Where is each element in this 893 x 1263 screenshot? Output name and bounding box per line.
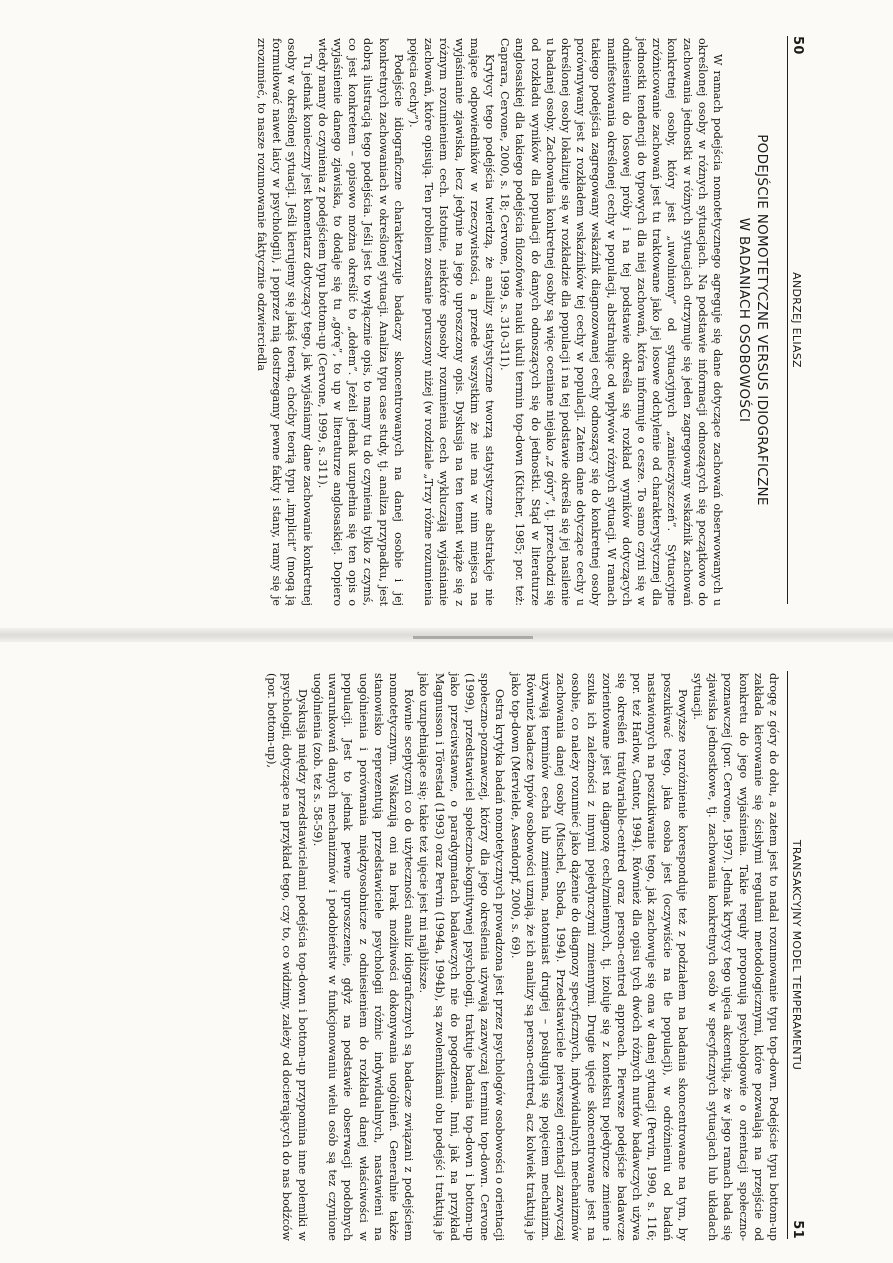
paragraph: Dyskusja między przedstawicielami podejścia top-down i bottom-up przypomina inne polemiki w psychologii, dotyczące na przykład tego, czy to, co widzimy, zależy od docierających do nas bodźców (por. bottom-up), [265,673,309,1241]
right-body-text [264,673,781,1241]
paragraph: Krytycy tego podejścia twierdzą, że analizy statystyczne tworzą statystyczne abstrakcje nie mające odpowiedników w rzeczywistości, a przede wszystkim że nie ma w nim miejsca na wyjaśnianie zjawiska, lecz jedynie na jego uproszczony opis. Dyskusja na ten temat wiąże się z różnym rozumieniem cech. Istotnie, niektóre sposoby rozumienia cech wykluczają wyjaśnianie zachowań, które opisują. Ten problem zostanie poruszony niżej (w rozdziale „Trzy różne rozumienia pojęcia cechy”). [406,38,496,606]
chapter-title [735,40,771,600]
right-running-head [787,671,805,1239]
chapter-title-line1: PODEJŚCIE NOMOTETYCZNE VERSUS IDIOGRAFICZNE [754,134,770,506]
section-header: TRANSAKCYJNY MODEL TEMPERAMENTU [790,839,803,1071]
chapter-title-line2: W BADANIACH OSOBOWOŚCI [736,217,752,423]
paragraph: drogę z góry do dołu, a zatem jest to nadal rozumowanie typu top-down. Podejście typu bottom-up zakłada kierowanie się ścisłymi regułami metodologicznymi, które pozwalają na przejście od konkretu do jego wyjaśnienia. Takie reguły proponują psychologowie o orientacji społeczno-poznawczej (por. Cervone, 1997). Jednak krytycy tego ujęcia akcentują, że w jego ramach bada się zjawiska jednostkowe, tj. zachowania konkretnych osób w specyficznych sytuacjach lub układach sytuacji. [690,673,780,1241]
book-gutter [0,628,893,642]
paragraph: Ostra krytyka badań nomotetycznych prowadzona jest przez psychologów osobowości o orientacji społeczno-poznawczej, którzy dla jego określenia używają zazwyczaj terminu top-down. Cervone (1999), przedstawiciel społeczno-kognitywnej psychologii, traktuje badania top-down i bottom-up jako przeciwstawne, o paradygmatach badawczych nie do pogodzenia. Inni, jak na przykład Magnusson i Törestad (1993) oraz Pervin (1994a, 1994b), są zwolennikami obu podejść i traktują je jako uzupełniające się; takie też ujęcie jest mi najbliższe. [417,673,507,1241]
page-number-left: 50 [790,36,805,55]
paragraph: Tu jednak konieczny jest komentarz dotyczący tego, jak wyjaśniamy dane zachowanie konkretnej osoby w określonej sytuacji. Jeśli kierujemy się jakąś teorią, choćby teorią typu „implicit” (mogą ją formułować nawet laicy w psychologii), i poprzez nią dostrzegamy pewne fakty i stany, ramy się je zrozumieć, to nasze rozumowanie faktycznie odzwierciedla [254,38,314,606]
paragraph: Powyższe rozróżnienie koresponduje też z podziałem na badania skoncentrowane na tym, by poszukiwać tego, jaka osoba jest (oczywiście na tle populacji), w odróżnieniu od badań nastawionych na poszukiwanie tego, jak zachowuje się ona w danej sytuacji (Pervin, 1990, s. 116; por. też Harlow, Cantor, 1994). Również dla opisu tych dwóch różnych nurtów badawczych używa się określeń trait/variable-centred oraz person-centred approach. Pierwsze podejście badawcze zorientowane jest na diagnozę cech/zmiennych, tj. izoluje się z kontekstu pojedyncze zmienne i szuka ich zależności z innymi pojedynczymi zmiennymi. Drugie ujęcie skoncentrowane jest na osobie, co należy rozumieć jako dążenie do diagnozy specyficznych, indywidualnych mechanizmów zachowania danej osoby (Mischel, Shoda, 1994). Przedstawiciele pierwszej orientacji zazwyczaj używają terminów cecha lub zmienna, natomiast drugiej – posługują się pojęciem mechanizm. Również badacze typów osobowości uznają, że ich analizy są person-centred, acz kolwiek traktują je jako top-down (Mervielde, Asendorpf, 2000, s. 69). [508,673,689,1241]
paragraph: Równie sceptyczni co do użyteczności analiz idiograficznych są badacze związani z podejściem nomotetycznym. Wskazują oni na brak możliwości dokonywania uogólnień. Generalnie także stanowisko reprezentują przedstawiciele psychologii różnic indywidualnych, nastawieni na uogólnienia i porównania międzyosobnicze z odniesieniem do rozkładu danej właściwości w populacji. Jest to jednak pewne uproszczenie, gdyż na podstawie obserwacji podobnych uwarunkowań danych mechanizmów i podobieństw w funkcjonowaniu wielu osób są tez czynione uogólnienia (zob. też s. 58-59). [310,673,416,1241]
paragraph: W ramach podejścia nomotetycznego agreguje się dane dotyczące zachowań obserwowanych u określonej osoby w różnych sytuacjach. Na podstawie informacji odnoszących się początkowo do zachowania jednostki w różnych sytuacjach otrzymuje się jeden zagregowany wskaźnik zachowań konkretnej osoby, który jest „uwolniony” od sytuacyjnych „zanieczyszczeń”. Sytuacyjne zróżnicowanie zachowań jest tu traktowane jako jej losowe odchylenie od charakterystycznej dla jednostki tendencji do typowych dla niej zachowań, która informuje o cesze. To samo czyni się w odniesieniu do losowej próby i na tej podstawie określa się rozkład wyników dotyczących manifestowania określonej cechy w populacji, abstrahując od wpływów różnych sytuacji. W ramach takiego podejścia zagregowany wskaźnik diagnozowanej cechy odnoszący się do konkretnej osoby porównywany jest z rozkładem wskaźników tej cechy w populacji. Zatem dane dotyczące cechy u określonej osoby lokalizuje się w rozkładzie dla populacji i na tej podstawie określa się jej nasilenie u badanej osoby. Zachowania konkretnej osoby są więc oceniane niejako „z góry”, tj. przechodzi się od rozkładu wyników dla populacji do danych odnoszących się do jednostki. Stąd w literaturze anglosaskiej dla takiego podejścia filozofowie nauki ukuli termin top-down (Kitcher, 1985; por. też: Caprara, Cervone, 2000, s. 18; Cervone, 1999, s. 310-311). [498,38,724,606]
author-header: ANDRZEJ ELIASZ [790,272,803,368]
right-page [0,655,893,1255]
page-number-right: 51 [790,1220,805,1239]
left-page [0,20,893,620]
scan-artifact [413,636,533,639]
left-running-head [787,36,805,604]
paragraph: Podejście idiograficzne charakteryzuje badaczy skoncentrowanych na danej osobie i jej konkretnych zachowaniach w określonej sytuacji. Analiza typu case study, tj. analiza przypadku, jest dobrą ilustracją tego podejścia. Jeśli jest to wyłącznie opis, to mamy tu do czynienia tylko z czymś, co jest konkretem – opisowo można określić to „dołem”. Jeżeli jednak uzupełnia się ten opis o wyjaśnienie danego zjawiska, to dodaje się tu „górę”, to up w literaturze anglosaskiej. Dopiero wtedy mamy do czynienia z podejściem typu bottom-up (Cervone, 1999, s. 311). [315,38,405,606]
left-body-text [254,38,725,606]
